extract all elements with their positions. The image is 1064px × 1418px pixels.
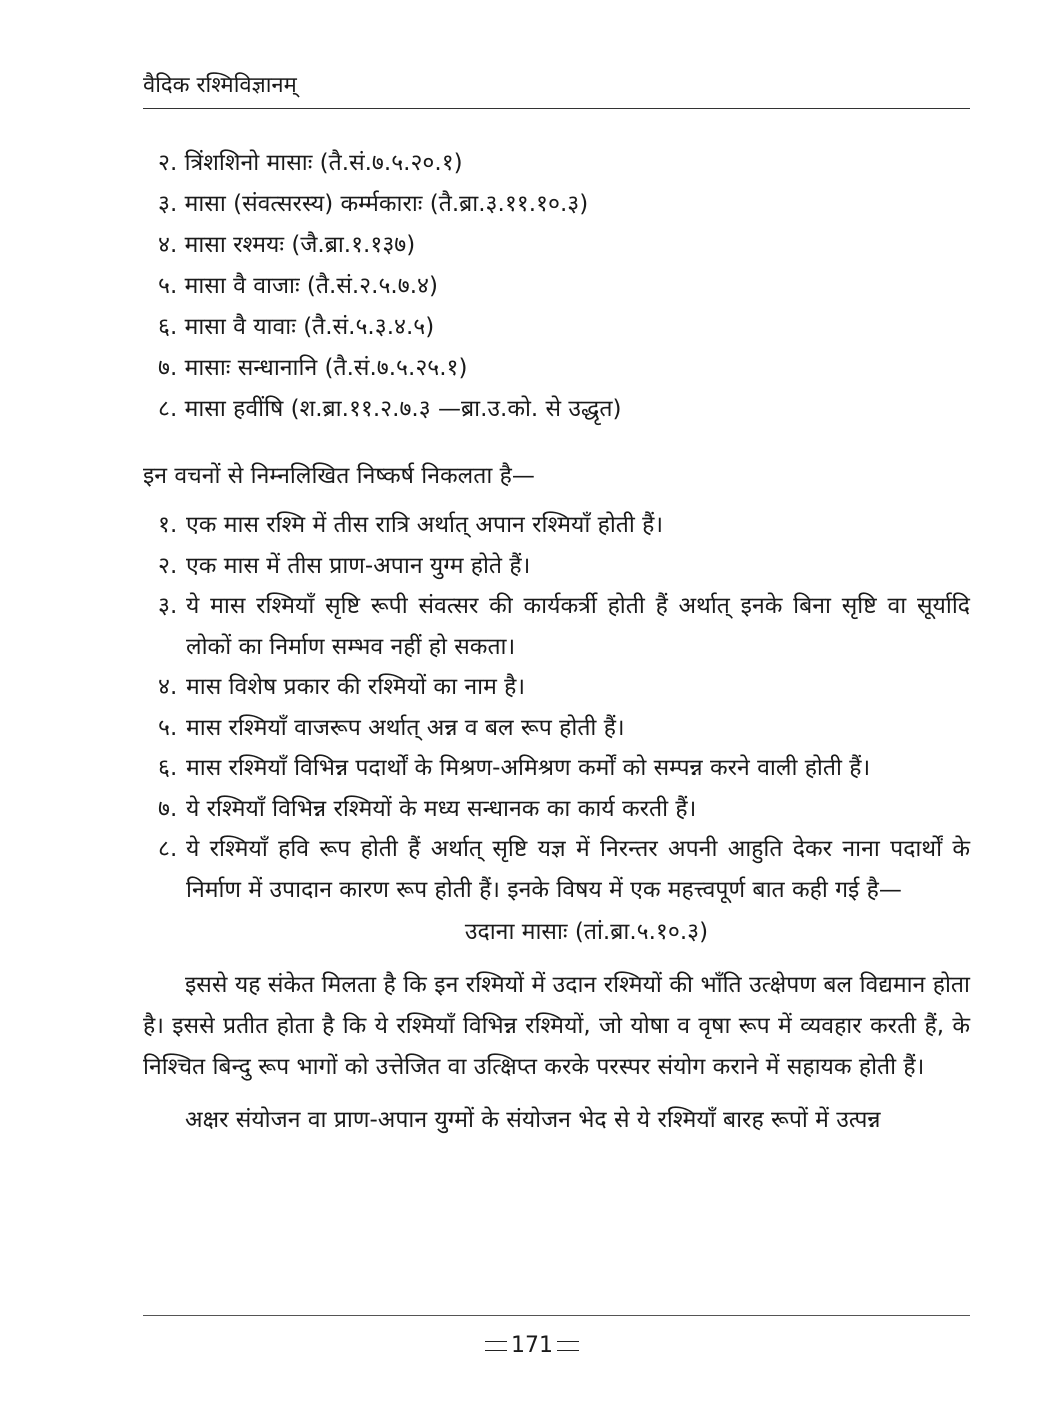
item-number: ३. — [158, 593, 178, 619]
item-text: मास विशेष प्रकार की रश्मियों का नाम है। — [186, 674, 526, 700]
body-paragraph: अक्षर संयोजन वा प्राण-अपान युग्मों के संयोजन भेद से ये रश्मियाँ बारह रूपों में उत्पन्न — [185, 1107, 881, 1133]
ornament-left — [485, 1341, 507, 1351]
item-number: ७. — [158, 795, 178, 822]
reference-item: ६. मासा वै यावाः (तै.सं.५.३.४.५) — [158, 314, 435, 340]
conclusion-item — [158, 546, 970, 587]
item-number: ४. — [158, 674, 178, 700]
reference-item: ५. मासा वै वाजाः (तै.सं.२.५.७.४) — [158, 273, 438, 299]
conclusion-item — [158, 505, 970, 546]
conclusion-item — [158, 667, 970, 708]
item-text: मास रश्मियाँ वाजरूप अर्थात् अन्न व बल रूप होती हैं। — [186, 714, 625, 741]
item-number: ५. — [158, 714, 178, 741]
reference-item: २. त्रिंशशिनो मासाः (तै.सं.७.५.२०.१) — [158, 150, 463, 176]
conclusion-item — [158, 748, 970, 789]
footer-rule — [143, 1315, 970, 1316]
item-number: १. — [158, 512, 178, 538]
item-text: ये रश्मियाँ हवि रूप होती हैं अर्थात् सृष्टि यज्ञ में निरन्तर अपनी आहुति देकर नाना पदार्थों के निर्माण में उपादान कारण रूप होती हैं। इनके विषय में एक महत्त्वपूर्ण बात कही गई है— — [186, 836, 970, 903]
item-text: एक मास में तीस प्राण-अपान युग्म होते हैं। — [186, 552, 531, 579]
reference-item: ८. मासा हवींषि (श.ब्रा.११.२.७.३ —ब्रा.उ.को. से उद्धृत) — [158, 396, 622, 422]
page-footer — [0, 1330, 1064, 1362]
running-header — [143, 68, 970, 104]
page-body — [143, 143, 970, 1153]
body-paragraph: इससे यह संकेत मिलता है कि इन रश्मियों में उदान रश्मियों की भाँति उत्क्षेपण बल विद्यमान होता है। इससे प्रतीत होता है कि ये रश्मियाँ विभिन्न रश्मियों, जो योषा व वृषा रूप में व्यवहार करती हैं, के निश्चित बिन्दु रूप भागों को उत्तेजित वा उत्क्षिप्त करके परस्पर संयोग कराने में सहायक होती हैं। — [143, 972, 970, 1080]
conclusion-item — [158, 586, 970, 667]
item-number: ८. — [158, 836, 178, 862]
header-rule — [143, 108, 970, 109]
item-text: एक मास रश्मि में तीस रात्रि अर्थात् अपान रश्मियाँ होती हैं। — [186, 512, 664, 538]
conclusion-list — [143, 505, 970, 910]
reference-list — [143, 143, 970, 430]
reference-item: ७. मासाः सन्धानानि (तै.सं.७.५.२५.१) — [158, 355, 468, 381]
item-number: २. — [158, 552, 178, 579]
item-text: मास रश्मियाँ विभिन्न पदार्थों के मिश्रण-अमिश्रण कर्मों को सम्पन्न करने वाली होती हैं। — [186, 755, 871, 781]
conclusion-item — [158, 789, 970, 830]
page-number: 171 — [511, 1333, 553, 1358]
reference-item: ४. मासा रश्मयः (जै.ब्रा.१.१३७) — [158, 232, 416, 258]
ornament-right — [557, 1341, 579, 1351]
item-text: ये रश्मियाँ विभिन्न रश्मियों के मध्य सन्धानक का कार्य करती हैं। — [186, 795, 697, 822]
book-title: वैदिक रश्मिविज्ञानम् — [143, 73, 297, 98]
intro-sentence: इन वचनों से निम्नलिखित निष्कर्ष निकलता है— — [143, 463, 535, 489]
conclusion-item — [158, 708, 970, 749]
item-text: ये मास रश्मियाँ सृष्टि रूपी संवत्सर की कार्यकर्त्री होती हैं अर्थात् इनके बिना सृष्टि वा सूर्यादि लोकों का निर्माण सम्भव नहीं हो सकता। — [186, 593, 970, 660]
reference-item: ३. मासा (संवत्सरस्य) कर्म्मकाराः (तै.ब्रा.३.११.१०.३) — [158, 191, 589, 217]
block-quote: उदाना मासाः (तां.ब्रा.५.१०.३) — [464, 919, 709, 945]
conclusion-item — [158, 829, 970, 910]
item-number: ६. — [158, 755, 178, 781]
